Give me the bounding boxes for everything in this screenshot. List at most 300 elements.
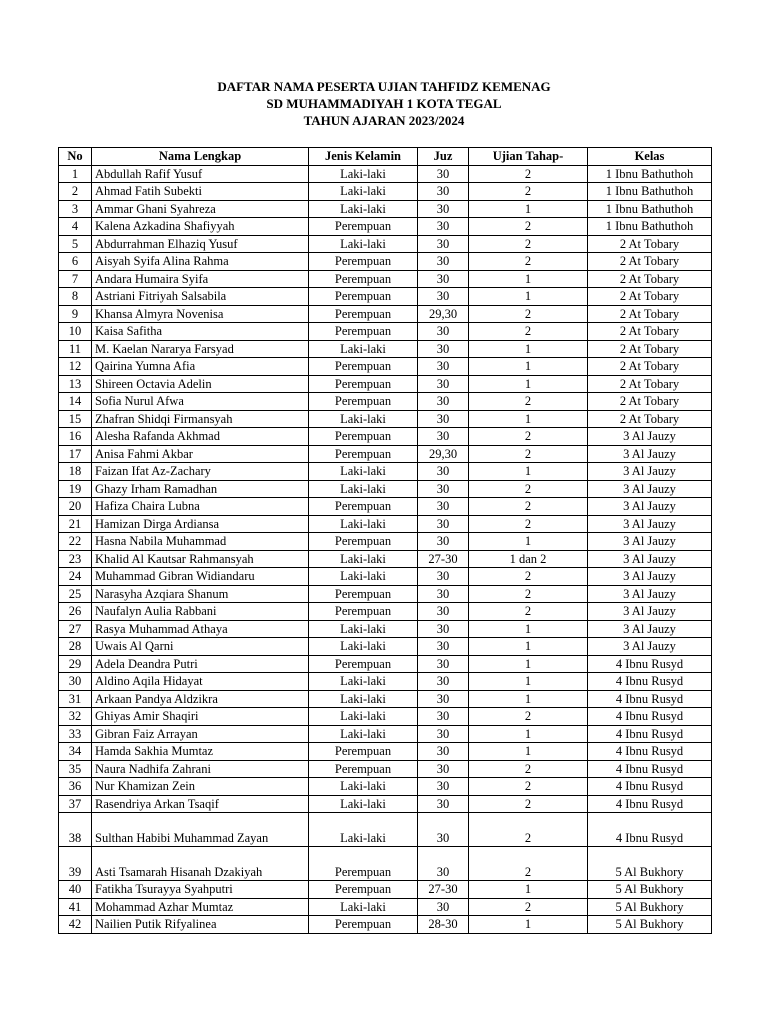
cell-gender: Perempuan [309, 270, 418, 288]
cell-no: 13 [59, 375, 92, 393]
cell-gender: Perempuan [309, 288, 418, 306]
cell-juz: 30 [418, 778, 469, 796]
cell-no: 1 [59, 165, 92, 183]
cell-gender: Perempuan [309, 533, 418, 551]
cell-class: 5 Al Bukhory [588, 847, 712, 881]
cell-no: 18 [59, 463, 92, 481]
cell-no: 30 [59, 673, 92, 691]
cell-class: 3 Al Jauzy [588, 428, 712, 446]
cell-class: 1 Ibnu Bathuthoh [588, 165, 712, 183]
cell-name: Astriani Fitriyah Salsabila [92, 288, 309, 306]
cell-juz: 30 [418, 480, 469, 498]
table-row [59, 358, 712, 376]
cell-gender: Perempuan [309, 428, 418, 446]
cell-stage: 2 [469, 393, 588, 411]
cell-class: 2 At Tobary [588, 323, 712, 341]
cell-juz: 30 [418, 270, 469, 288]
cell-name: Adela Deandra Putri [92, 655, 309, 673]
table-row [59, 410, 712, 428]
column-header-name: Nama Lengkap [92, 148, 309, 166]
cell-class: 3 Al Jauzy [588, 568, 712, 586]
cell-stage: 2 [469, 847, 588, 881]
cell-name: Alesha Rafanda Akhmad [92, 428, 309, 446]
table-row [59, 218, 712, 236]
cell-class: 3 Al Jauzy [588, 638, 712, 656]
table-row [59, 323, 712, 341]
table-row [59, 288, 712, 306]
cell-juz: 30 [418, 358, 469, 376]
cell-no: 16 [59, 428, 92, 446]
cell-juz: 30 [418, 498, 469, 516]
cell-class: 2 At Tobary [588, 358, 712, 376]
table-row [59, 638, 712, 656]
cell-class: 5 Al Bukhory [588, 898, 712, 916]
cell-stage: 1 [469, 743, 588, 761]
document-header [0, 78, 768, 129]
cell-name: Asti Tsamarah Hisanah Dzakiyah [92, 847, 309, 881]
cell-no: 35 [59, 760, 92, 778]
cell-gender: Perempuan [309, 375, 418, 393]
table-row [59, 847, 712, 881]
cell-name: Ghiyas Amir Shaqiri [92, 708, 309, 726]
cell-class: 1 Ibnu Bathuthoh [588, 200, 712, 218]
cell-class: 2 At Tobary [588, 235, 712, 253]
cell-stage: 1 [469, 410, 588, 428]
table-row [59, 480, 712, 498]
table-row [59, 743, 712, 761]
cell-class: 2 At Tobary [588, 253, 712, 271]
table-row [59, 515, 712, 533]
cell-name: Anisa Fahmi Akbar [92, 445, 309, 463]
cell-name: Gibran Faiz Arrayan [92, 725, 309, 743]
cell-juz: 30 [418, 200, 469, 218]
cell-no: 27 [59, 620, 92, 638]
cell-no: 20 [59, 498, 92, 516]
cell-no: 8 [59, 288, 92, 306]
table-row [59, 585, 712, 603]
cell-name: Narasyha Azqiara Shanum [92, 585, 309, 603]
table-row [59, 760, 712, 778]
cell-juz: 30 [418, 428, 469, 446]
cell-gender: Perempuan [309, 760, 418, 778]
cell-juz: 30 [418, 743, 469, 761]
cell-juz: 30 [418, 165, 469, 183]
cell-stage: 2 [469, 568, 588, 586]
table-row [59, 813, 712, 847]
cell-stage: 2 [469, 305, 588, 323]
cell-gender: Perempuan [309, 218, 418, 236]
cell-gender: Laki-laki [309, 673, 418, 691]
cell-name: Shireen Octavia Adelin [92, 375, 309, 393]
cell-juz: 28-30 [418, 916, 469, 934]
cell-name: Fatikha Tsurayya Syahputri [92, 881, 309, 899]
table-row [59, 305, 712, 323]
cell-stage: 1 [469, 200, 588, 218]
cell-gender: Perempuan [309, 305, 418, 323]
cell-no: 6 [59, 253, 92, 271]
cell-stage: 1 [469, 655, 588, 673]
table-row [59, 183, 712, 201]
cell-no: 3 [59, 200, 92, 218]
cell-juz: 30 [418, 813, 469, 847]
table-row [59, 550, 712, 568]
table-row [59, 881, 712, 899]
cell-name: Andara Humaira Syifa [92, 270, 309, 288]
cell-juz: 30 [418, 568, 469, 586]
cell-gender: Laki-laki [309, 480, 418, 498]
cell-no: 42 [59, 916, 92, 934]
cell-gender: Laki-laki [309, 568, 418, 586]
cell-name: Hamizan Dirga Ardiansa [92, 515, 309, 533]
cell-class: 3 Al Jauzy [588, 445, 712, 463]
cell-juz: 30 [418, 795, 469, 813]
table-row [59, 375, 712, 393]
cell-stage: 2 [469, 218, 588, 236]
table-row [59, 690, 712, 708]
cell-stage: 2 [469, 428, 588, 446]
cell-juz: 30 [418, 515, 469, 533]
cell-stage: 2 [469, 183, 588, 201]
cell-juz: 29,30 [418, 445, 469, 463]
cell-juz: 30 [418, 655, 469, 673]
cell-no: 28 [59, 638, 92, 656]
table-row [59, 673, 712, 691]
cell-juz: 30 [418, 288, 469, 306]
cell-name: Sulthan Habibi Muhammad Zayan [92, 813, 309, 847]
cell-juz: 30 [418, 340, 469, 358]
cell-no: 34 [59, 743, 92, 761]
cell-gender: Perempuan [309, 253, 418, 271]
table-row [59, 393, 712, 411]
cell-gender: Laki-laki [309, 795, 418, 813]
cell-gender: Perempuan [309, 585, 418, 603]
cell-gender: Perempuan [309, 323, 418, 341]
cell-stage: 1 [469, 638, 588, 656]
cell-stage: 2 [469, 795, 588, 813]
cell-name: Ammar Ghani Syahreza [92, 200, 309, 218]
cell-stage: 2 [469, 498, 588, 516]
cell-name: Sofia Nurul Afwa [92, 393, 309, 411]
cell-stage: 1 [469, 463, 588, 481]
cell-stage: 1 [469, 690, 588, 708]
cell-juz: 30 [418, 235, 469, 253]
cell-name: Kalena Azkadina Shafiyyah [92, 218, 309, 236]
cell-name: Ghazy Irham Ramadhan [92, 480, 309, 498]
cell-no: 4 [59, 218, 92, 236]
cell-gender: Laki-laki [309, 690, 418, 708]
cell-gender: Perempuan [309, 655, 418, 673]
cell-gender: Perempuan [309, 393, 418, 411]
cell-stage: 2 [469, 323, 588, 341]
cell-no: 41 [59, 898, 92, 916]
cell-gender: Perempuan [309, 603, 418, 621]
cell-stage: 1 [469, 673, 588, 691]
cell-no: 38 [59, 813, 92, 847]
cell-juz: 30 [418, 725, 469, 743]
cell-stage: 2 [469, 778, 588, 796]
cell-name: Khalid Al Kautsar Rahmansyah [92, 550, 309, 568]
title-line-3: TAHUN AJARAN 2023/2024 [303, 113, 465, 128]
table-row [59, 340, 712, 358]
cell-gender: Laki-laki [309, 463, 418, 481]
cell-stage: 2 [469, 480, 588, 498]
column-header-stage: Ujian Tahap- [469, 148, 588, 166]
cell-stage: 1 [469, 725, 588, 743]
table-body [59, 165, 712, 933]
cell-name: Kaisa Safitha [92, 323, 309, 341]
cell-juz: 27-30 [418, 550, 469, 568]
cell-name: Faizan Ifat Az-Zachary [92, 463, 309, 481]
cell-class: 2 At Tobary [588, 288, 712, 306]
title-line-1: DAFTAR NAMA PESERTA UJIAN TAHFIDZ KEMENAG [217, 79, 551, 94]
cell-class: 1 Ibnu Bathuthoh [588, 183, 712, 201]
table-row [59, 795, 712, 813]
cell-name: Arkaan Pandya Aldzikra [92, 690, 309, 708]
cell-stage: 1 [469, 881, 588, 899]
cell-class: 3 Al Jauzy [588, 463, 712, 481]
cell-stage: 2 [469, 708, 588, 726]
cell-class: 3 Al Jauzy [588, 620, 712, 638]
cell-juz: 27-30 [418, 881, 469, 899]
cell-class: 4 Ibnu Rusyd [588, 708, 712, 726]
table-row [59, 778, 712, 796]
cell-class: 3 Al Jauzy [588, 498, 712, 516]
cell-class: 4 Ibnu Rusyd [588, 760, 712, 778]
cell-name: Aldino Aqila Hidayat [92, 673, 309, 691]
cell-gender: Perempuan [309, 498, 418, 516]
cell-gender: Laki-laki [309, 638, 418, 656]
cell-juz: 30 [418, 463, 469, 481]
cell-class: 2 At Tobary [588, 375, 712, 393]
table-row [59, 655, 712, 673]
table-header-row [59, 148, 712, 166]
cell-name: Mohammad Azhar Mumtaz [92, 898, 309, 916]
cell-class: 4 Ibnu Rusyd [588, 655, 712, 673]
cell-gender: Laki-laki [309, 165, 418, 183]
cell-stage: 2 [469, 235, 588, 253]
cell-name: Nailien Putik Rifyalinea [92, 916, 309, 934]
cell-class: 1 Ibnu Bathuthoh [588, 218, 712, 236]
cell-class: 2 At Tobary [588, 410, 712, 428]
cell-no: 23 [59, 550, 92, 568]
cell-stage: 2 [469, 515, 588, 533]
cell-no: 37 [59, 795, 92, 813]
cell-stage: 2 [469, 253, 588, 271]
cell-class: 4 Ibnu Rusyd [588, 690, 712, 708]
cell-name: Rasendriya Arkan Tsaqif [92, 795, 309, 813]
cell-juz: 30 [418, 410, 469, 428]
cell-juz: 30 [418, 708, 469, 726]
cell-no: 29 [59, 655, 92, 673]
cell-no: 33 [59, 725, 92, 743]
cell-gender: Perempuan [309, 916, 418, 934]
cell-name: Qairina Yumna Afia [92, 358, 309, 376]
cell-class: 3 Al Jauzy [588, 603, 712, 621]
cell-juz: 30 [418, 638, 469, 656]
table-row [59, 725, 712, 743]
table-row [59, 708, 712, 726]
cell-class: 3 Al Jauzy [588, 515, 712, 533]
table-row [59, 270, 712, 288]
cell-gender: Laki-laki [309, 515, 418, 533]
cell-name: Hasna Nabila Muhammad [92, 533, 309, 551]
cell-name: M. Kaelan Nararya Farsyad [92, 340, 309, 358]
cell-class: 2 At Tobary [588, 270, 712, 288]
cell-juz: 30 [418, 585, 469, 603]
column-header-gender: Jenis Kelamin [309, 148, 418, 166]
cell-class: 4 Ibnu Rusyd [588, 673, 712, 691]
column-header-class: Kelas [588, 148, 712, 166]
cell-no: 19 [59, 480, 92, 498]
cell-juz: 30 [418, 690, 469, 708]
cell-name: Uwais Al Qarni [92, 638, 309, 656]
cell-gender: Laki-laki [309, 550, 418, 568]
cell-name: Khansa Almyra Novenisa [92, 305, 309, 323]
cell-gender: Laki-laki [309, 778, 418, 796]
cell-juz: 30 [418, 393, 469, 411]
cell-gender: Laki-laki [309, 183, 418, 201]
cell-stage: 1 [469, 533, 588, 551]
cell-class: 3 Al Jauzy [588, 585, 712, 603]
cell-no: 25 [59, 585, 92, 603]
cell-juz: 30 [418, 375, 469, 393]
cell-juz: 30 [418, 218, 469, 236]
cell-no: 9 [59, 305, 92, 323]
cell-class: 4 Ibnu Rusyd [588, 778, 712, 796]
cell-stage: 2 [469, 165, 588, 183]
table-row [59, 533, 712, 551]
cell-class: 4 Ibnu Rusyd [588, 743, 712, 761]
cell-name: Zhafran Shidqi Firmansyah [92, 410, 309, 428]
cell-no: 32 [59, 708, 92, 726]
cell-no: 39 [59, 847, 92, 881]
cell-stage: 2 [469, 813, 588, 847]
cell-name: Rasya Muhammad Athaya [92, 620, 309, 638]
cell-no: 31 [59, 690, 92, 708]
cell-no: 7 [59, 270, 92, 288]
cell-no: 22 [59, 533, 92, 551]
table-row [59, 428, 712, 446]
cell-gender: Laki-laki [309, 340, 418, 358]
cell-stage: 1 dan 2 [469, 550, 588, 568]
cell-juz: 30 [418, 673, 469, 691]
table-row [59, 200, 712, 218]
cell-gender: Perempuan [309, 358, 418, 376]
cell-gender: Perempuan [309, 881, 418, 899]
table-row [59, 463, 712, 481]
cell-no: 2 [59, 183, 92, 201]
cell-juz: 30 [418, 253, 469, 271]
cell-juz: 30 [418, 183, 469, 201]
cell-class: 3 Al Jauzy [588, 550, 712, 568]
column-header-juz: Juz [418, 148, 469, 166]
cell-juz: 30 [418, 323, 469, 341]
cell-stage: 2 [469, 760, 588, 778]
cell-gender: Laki-laki [309, 708, 418, 726]
cell-juz: 30 [418, 760, 469, 778]
table-row [59, 620, 712, 638]
cell-class: 5 Al Bukhory [588, 916, 712, 934]
cell-juz: 30 [418, 847, 469, 881]
cell-gender: Perempuan [309, 847, 418, 881]
cell-name: Ahmad Fatih Subekti [92, 183, 309, 201]
cell-no: 40 [59, 881, 92, 899]
cell-stage: 1 [469, 340, 588, 358]
cell-name: Abdullah Rafif Yusuf [92, 165, 309, 183]
cell-gender: Perempuan [309, 743, 418, 761]
cell-gender: Laki-laki [309, 725, 418, 743]
cell-no: 21 [59, 515, 92, 533]
cell-no: 26 [59, 603, 92, 621]
cell-class: 5 Al Bukhory [588, 881, 712, 899]
cell-juz: 30 [418, 533, 469, 551]
cell-name: Muhammad Gibran Widiandaru [92, 568, 309, 586]
table-row [59, 498, 712, 516]
cell-no: 5 [59, 235, 92, 253]
cell-stage: 2 [469, 445, 588, 463]
participant-table [58, 147, 712, 934]
cell-no: 15 [59, 410, 92, 428]
cell-juz: 30 [418, 603, 469, 621]
cell-name: Hamda Sakhia Mumtaz [92, 743, 309, 761]
cell-gender: Laki-laki [309, 813, 418, 847]
cell-gender: Perempuan [309, 445, 418, 463]
cell-gender: Laki-laki [309, 200, 418, 218]
cell-no: 24 [59, 568, 92, 586]
cell-stage: 2 [469, 603, 588, 621]
cell-juz: 29,30 [418, 305, 469, 323]
cell-class: 3 Al Jauzy [588, 480, 712, 498]
cell-stage: 1 [469, 375, 588, 393]
cell-juz: 30 [418, 898, 469, 916]
table-row [59, 916, 712, 934]
cell-no: 12 [59, 358, 92, 376]
cell-stage: 2 [469, 898, 588, 916]
table-row [59, 898, 712, 916]
cell-stage: 1 [469, 620, 588, 638]
table-row [59, 235, 712, 253]
cell-class: 3 Al Jauzy [588, 533, 712, 551]
table-row [59, 568, 712, 586]
cell-class: 2 At Tobary [588, 340, 712, 358]
cell-name: Aisyah Syifa Alina Rahma [92, 253, 309, 271]
cell-gender: Laki-laki [309, 410, 418, 428]
cell-stage: 1 [469, 358, 588, 376]
cell-no: 10 [59, 323, 92, 341]
cell-no: 11 [59, 340, 92, 358]
cell-class: 4 Ibnu Rusyd [588, 725, 712, 743]
cell-name: Nur Khamizan Zein [92, 778, 309, 796]
cell-class: 2 At Tobary [588, 305, 712, 323]
cell-gender: Laki-laki [309, 898, 418, 916]
cell-no: 36 [59, 778, 92, 796]
cell-name: Abdurrahman Elhaziq Yusuf [92, 235, 309, 253]
cell-class: 2 At Tobary [588, 393, 712, 411]
cell-name: Naufalyn Aulia Rabbani [92, 603, 309, 621]
table-row [59, 165, 712, 183]
cell-stage: 1 [469, 270, 588, 288]
cell-no: 17 [59, 445, 92, 463]
column-header-no: No [59, 148, 92, 166]
cell-no: 14 [59, 393, 92, 411]
cell-name: Naura Nadhifa Zahrani [92, 760, 309, 778]
title-line-2: SD MUHAMMADIYAH 1 KOTA TEGAL [266, 96, 502, 111]
cell-juz: 30 [418, 620, 469, 638]
table-row [59, 253, 712, 271]
cell-gender: Laki-laki [309, 235, 418, 253]
cell-stage: 1 [469, 916, 588, 934]
cell-class: 4 Ibnu Rusyd [588, 813, 712, 847]
